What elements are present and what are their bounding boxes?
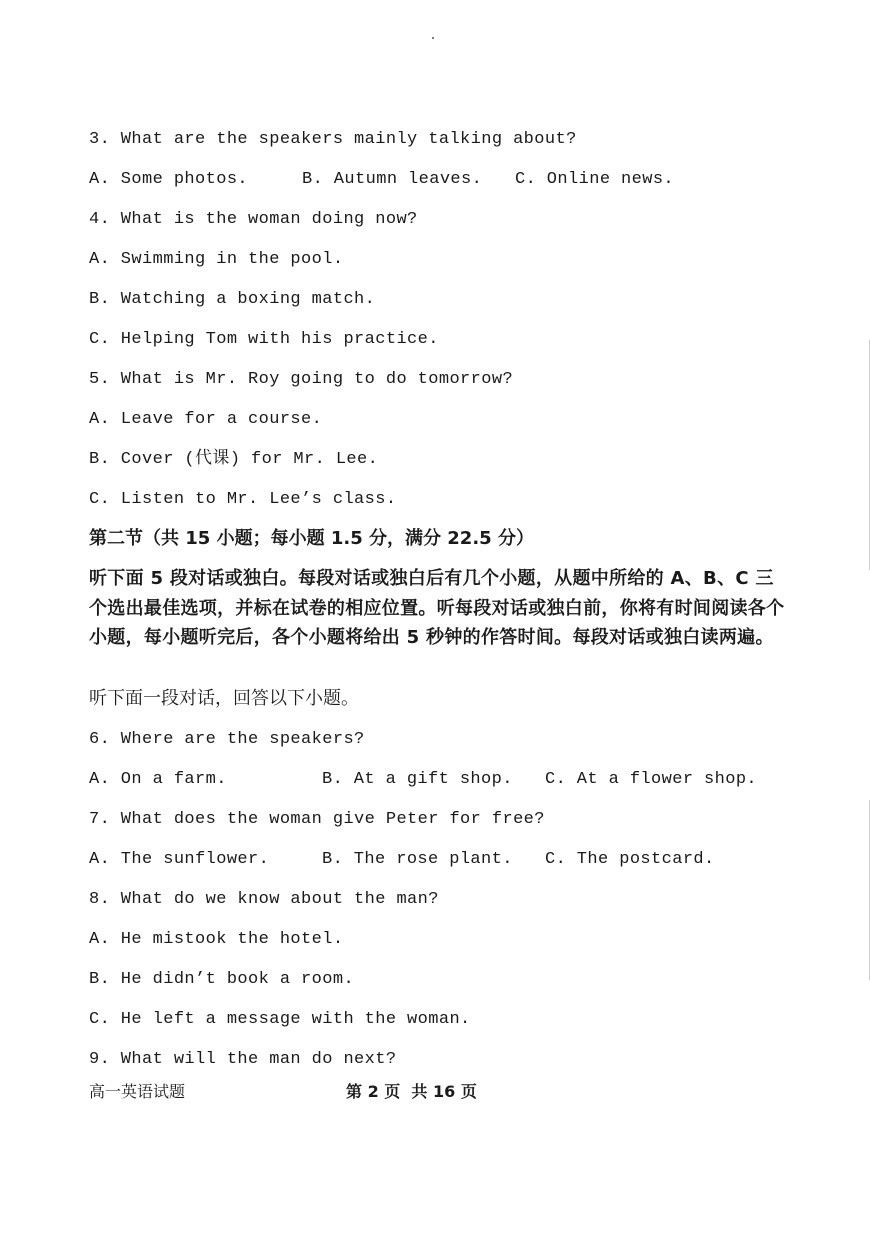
- question-3-option-a: A. Some photos.: [89, 170, 249, 189]
- question-6-option-c: C. At a flower shop.: [545, 770, 758, 789]
- question-7-stem: 7. What does the woman give Peter for free?: [89, 810, 545, 829]
- question-7-option-c: C. The postcard.: [545, 850, 715, 869]
- question-5-option-a: A. Leave for a course.: [89, 410, 323, 429]
- section-instructions: 听下面 5 段对话或独白。每段对话或独白后有几个小题，从题中所给的 A、B、C 三个选出最佳选项，并标在试卷的相应位置。听每段对话或独白前，你将有时间阅读各个小题，每小题听完后，各个小题将给出 5 秒钟的作答时间。每段对话或独白读两遍。: [89, 568, 785, 648]
- question-8-option-b: B. He didn’t book a room.: [89, 970, 355, 989]
- question-9-stem: 9. What will the man do next?: [89, 1050, 397, 1069]
- question-7-option-b: B. The rose plant.: [322, 850, 513, 869]
- footer-exam-title: 高一英语试题: [89, 1082, 186, 1101]
- section-heading: 第二节（共 15 小题；每小题 1.5 分，满分 22.5 分）: [89, 528, 534, 549]
- question-7-option-a: A. The sunflower.: [89, 850, 270, 869]
- question-8-option-a: A. He mistook the hotel.: [89, 930, 344, 949]
- question-8-stem: 8. What do we know about the man?: [89, 890, 439, 909]
- footer-page-number: 第 2 页 共 16 页: [346, 1082, 477, 1101]
- question-4-stem: 4. What is the woman doing now?: [89, 210, 418, 229]
- question-4-option-a: A. Swimming in the pool.: [89, 250, 344, 269]
- question-3-stem: 3. What are the speakers mainly talking about?: [89, 130, 577, 149]
- question-5-option-c: C. Listen to Mr. Lee’s class.: [89, 490, 397, 509]
- question-5-stem: 5. What is Mr. Roy going to do tomorrow?: [89, 370, 514, 389]
- question-5-option-b: B. Cover (代课) for Mr. Lee.: [89, 450, 379, 469]
- scan-speck: [432, 37, 434, 39]
- question-3-option-b: B. Autumn leaves.: [302, 170, 483, 189]
- question-4-option-b: B. Watching a boxing match.: [89, 290, 376, 309]
- question-8-option-c: C. He left a message with the woman.: [89, 1010, 471, 1029]
- question-3-option-c: C. Online news.: [515, 170, 675, 189]
- question-6-stem: 6. Where are the speakers?: [89, 730, 365, 749]
- question-6-option-a: A. On a farm.: [89, 770, 227, 789]
- sub-instruction: 听下面一段对话，回答以下小题。: [89, 688, 359, 709]
- question-6-option-b: B. At a gift shop.: [322, 770, 513, 789]
- question-4-option-c: C. Helping Tom with his practice.: [89, 330, 439, 349]
